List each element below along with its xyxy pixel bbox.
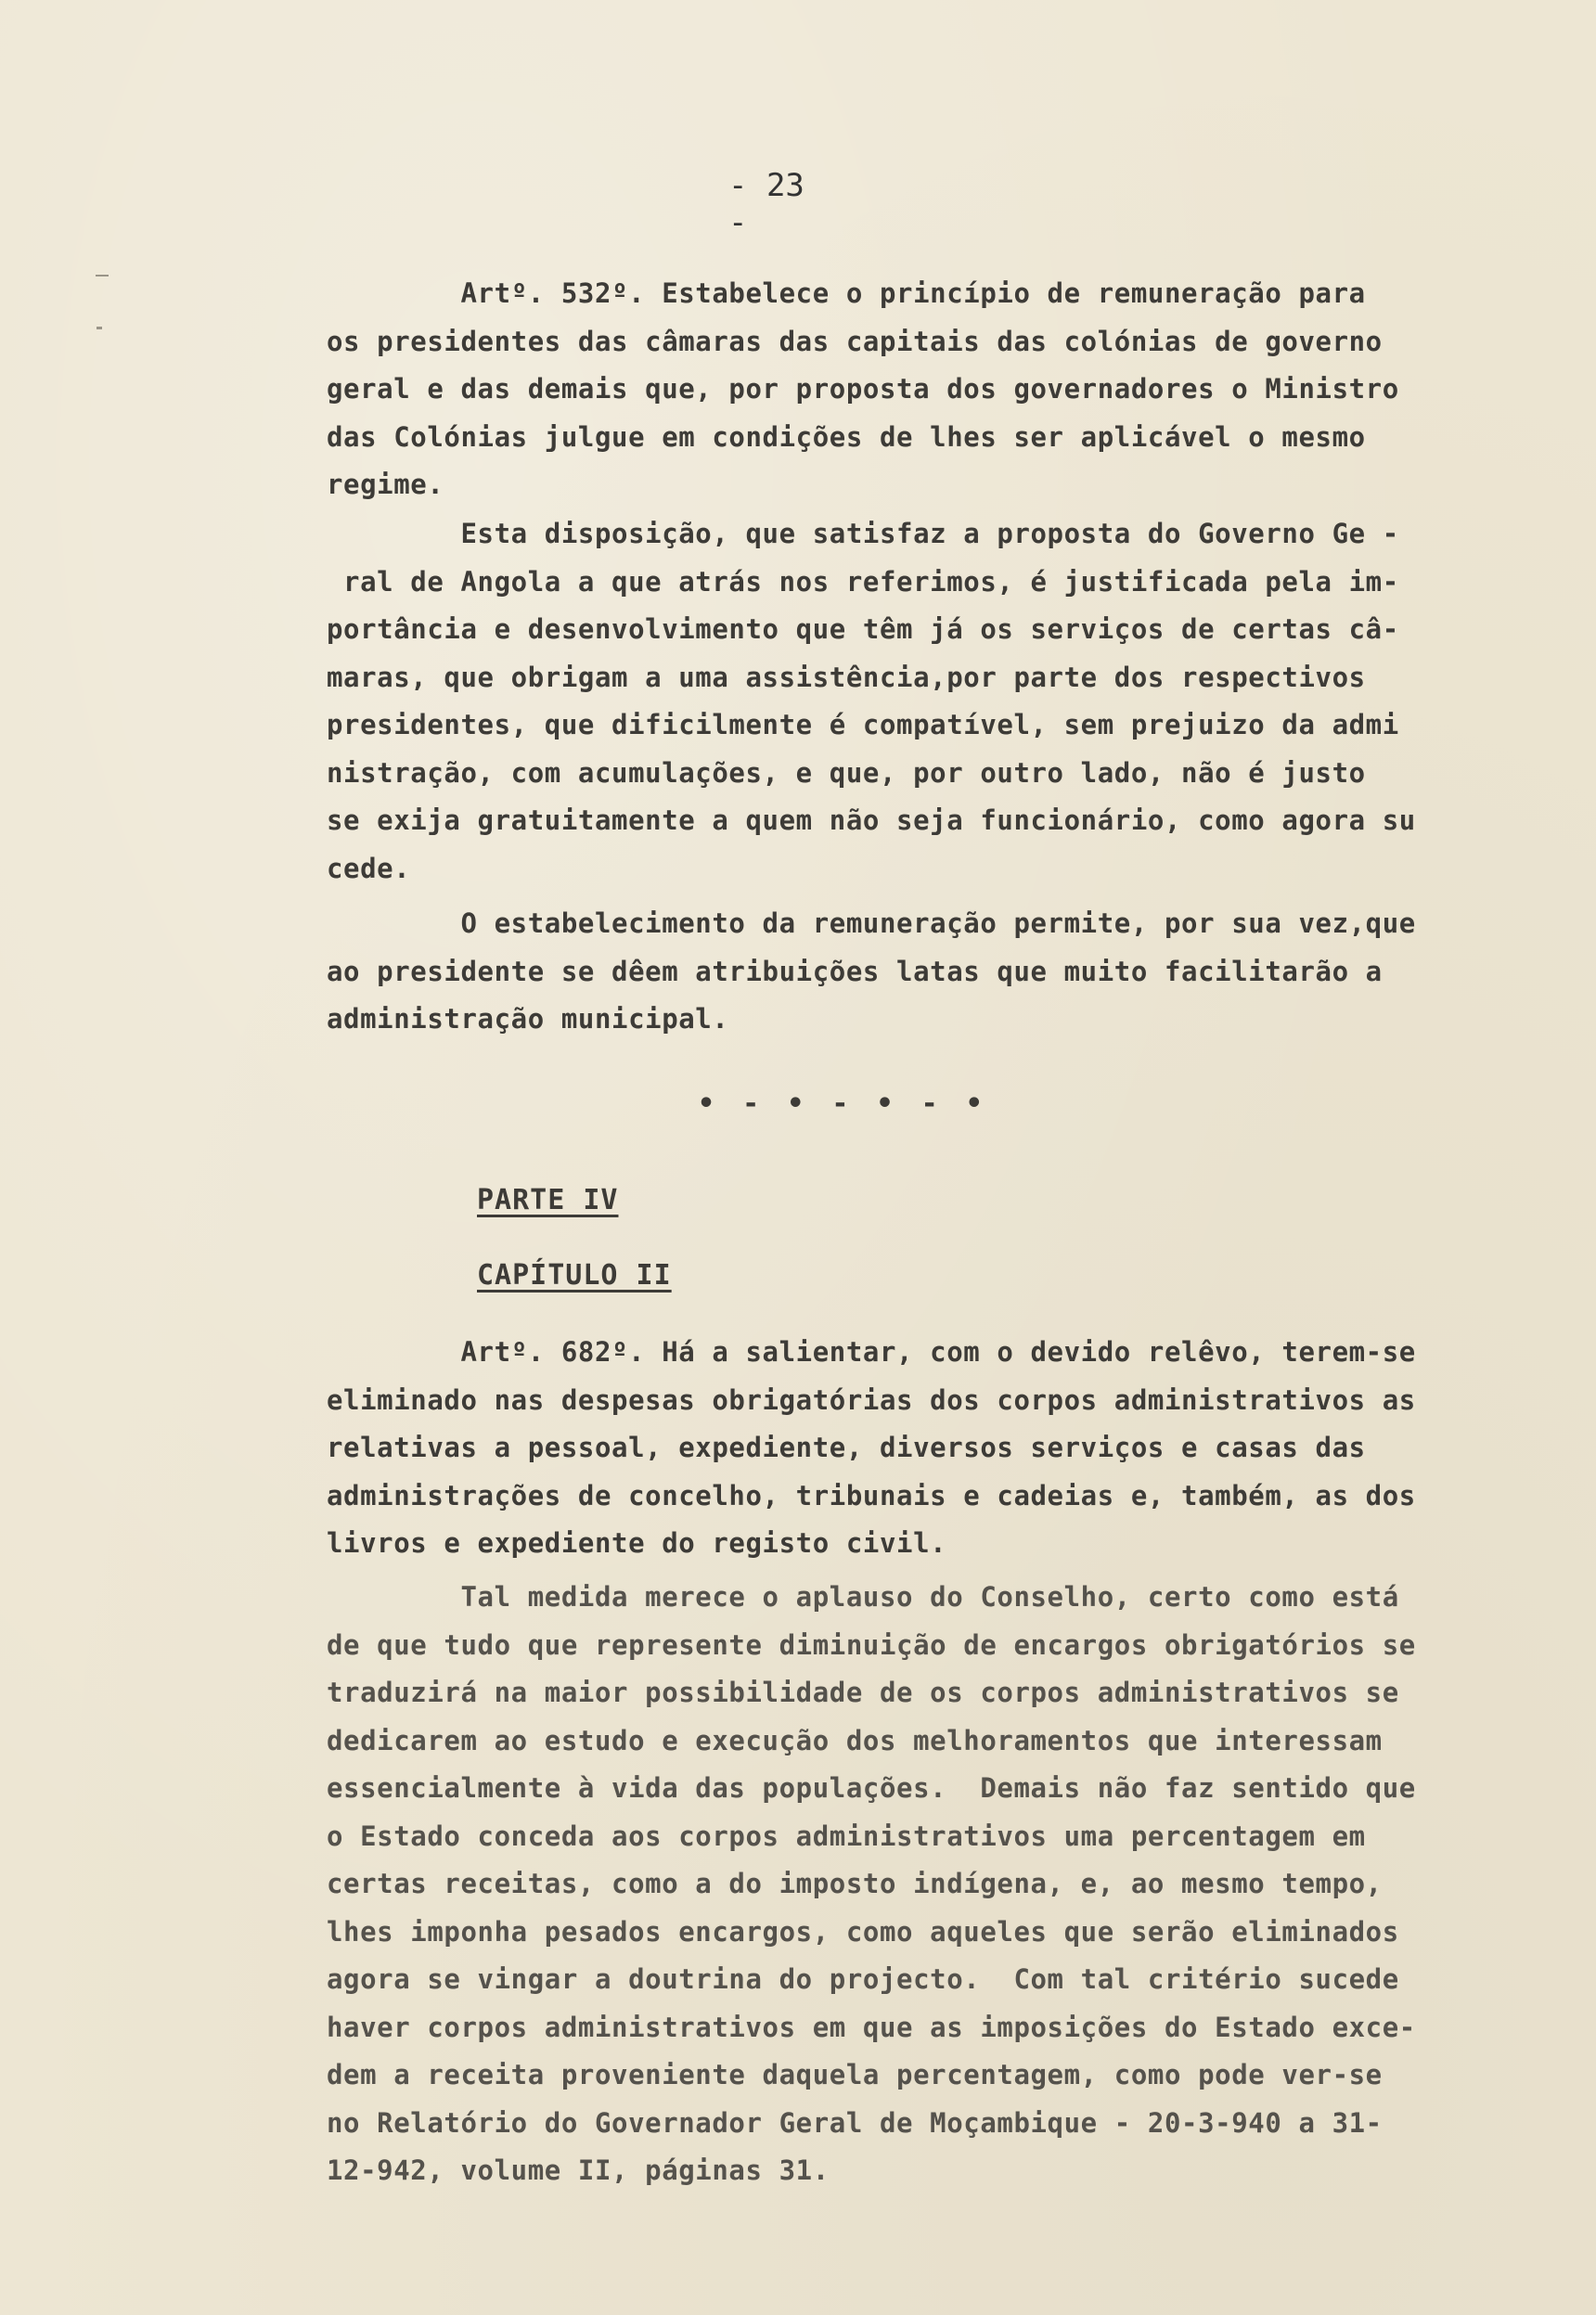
- paragraph-estabelecimento: [327, 900, 1542, 1044]
- text-line: das Colónias julgue em condições de lhes ser aplicável o mesmo: [327, 420, 1366, 453]
- text-line: o Estado conceda aos corpos administrativos uma percentagem em: [327, 1820, 1366, 1852]
- paragraph-esta-disposicao: [327, 510, 1542, 893]
- text-line: administração municipal.: [327, 1003, 729, 1035]
- text-line: geral e das demais que, por proposta dos governadores o Ministro: [327, 373, 1399, 405]
- text-line: relativas a pessoal, expediente, diversos serviços e casas das: [327, 1432, 1366, 1463]
- text-line: O estabelecimento da remuneração permite, por sua vez,que: [327, 907, 1416, 939]
- text-line: Artº. 682º. Há a salientar, com o devido relêvo, terem-se: [327, 1336, 1416, 1368]
- text-line: administrações de concelho, tribunais e cadeias e, também, as dos: [327, 1479, 1416, 1511]
- text-line: livros e expediente do registo civil.: [327, 1527, 947, 1559]
- page-number: - 23 -: [728, 167, 804, 241]
- text-line: haver corpos administrativos em que as imposições do Estado exce-: [327, 2011, 1416, 2043]
- part-heading: PARTE IV: [477, 1184, 619, 1216]
- text-line: 12-942, volume II, páginas 31.: [327, 2154, 830, 2186]
- text-line: certas receitas, como a do imposto indígena, e, ao mesmo tempo,: [327, 1868, 1383, 1899]
- section-separator: • - • - • - •: [698, 1087, 988, 1120]
- text-line: os presidentes das câmaras das capitais das colónias de governo: [327, 325, 1383, 357]
- text-line: dedicarem ao estudo e execução dos melhoramentos que interessam: [327, 1724, 1383, 1756]
- text-line: lhes imponha pesados encargos, como aqueles que serão eliminados: [327, 1915, 1399, 1948]
- text-line: essencialmente à vida das populações. Demais não faz sentido que: [327, 1772, 1416, 1804]
- text-line: cede.: [327, 852, 411, 884]
- text-line: eliminado nas despesas obrigatórias dos corpos administrativos as: [327, 1383, 1416, 1416]
- text-line: se exija gratuitamente a quem não seja funcionário, como agora su: [327, 804, 1416, 836]
- margin-mark: [97, 327, 102, 329]
- paragraph-art-682: [327, 1329, 1542, 1568]
- text-line: Artº. 532º. Estabelece o princípio de remuneração para: [327, 277, 1366, 309]
- text-line: ral de Angola a que atrás nos referimos, é justificada pela im-: [327, 565, 1399, 598]
- text-line: presidentes, que dificilmente é compatível, sem prejuizo da admi: [327, 709, 1399, 740]
- chapter-heading: CAPÍTULO II: [477, 1259, 672, 1292]
- text-line: traduzirá na maior possibilidade de os corpos administrativos se: [327, 1677, 1399, 1708]
- text-line: Tal medida merece o aplauso do Conselho, certo como está: [327, 1581, 1399, 1613]
- text-line: Esta disposição, que satisfaz a proposta do Governo Ge -: [327, 518, 1399, 549]
- text-line: nistração, com acumulações, e que, por outro lado, não é justo: [327, 756, 1366, 789]
- text-line: no Relatório do Governador Geral de Moçambique - 20-3-940 a 31-: [327, 2106, 1383, 2139]
- text-line: de que tudo que represente diminuição de encargos obrigatórios se: [327, 1628, 1416, 1661]
- text-line: agora se vingar a doutrina do projecto. Com tal critério sucede: [327, 1963, 1399, 1995]
- text-line: portância e desenvolvimento que têm já os serviços de certas câ-: [327, 613, 1399, 645]
- paragraph-art-532: [327, 270, 1542, 509]
- text-line: ao presidente se dêem atribuições latas que muito facilitarão a: [327, 955, 1383, 987]
- text-line: regime.: [327, 469, 444, 500]
- text-line: maras, que obrigam a uma assistência,por parte dos respectivos: [327, 661, 1366, 693]
- paragraph-tal-medida: [327, 1574, 1542, 2195]
- text-line: dem a receita proveniente daquela percentagem, como pode ver-se: [327, 2059, 1383, 2090]
- margin-mark: [96, 275, 109, 277]
